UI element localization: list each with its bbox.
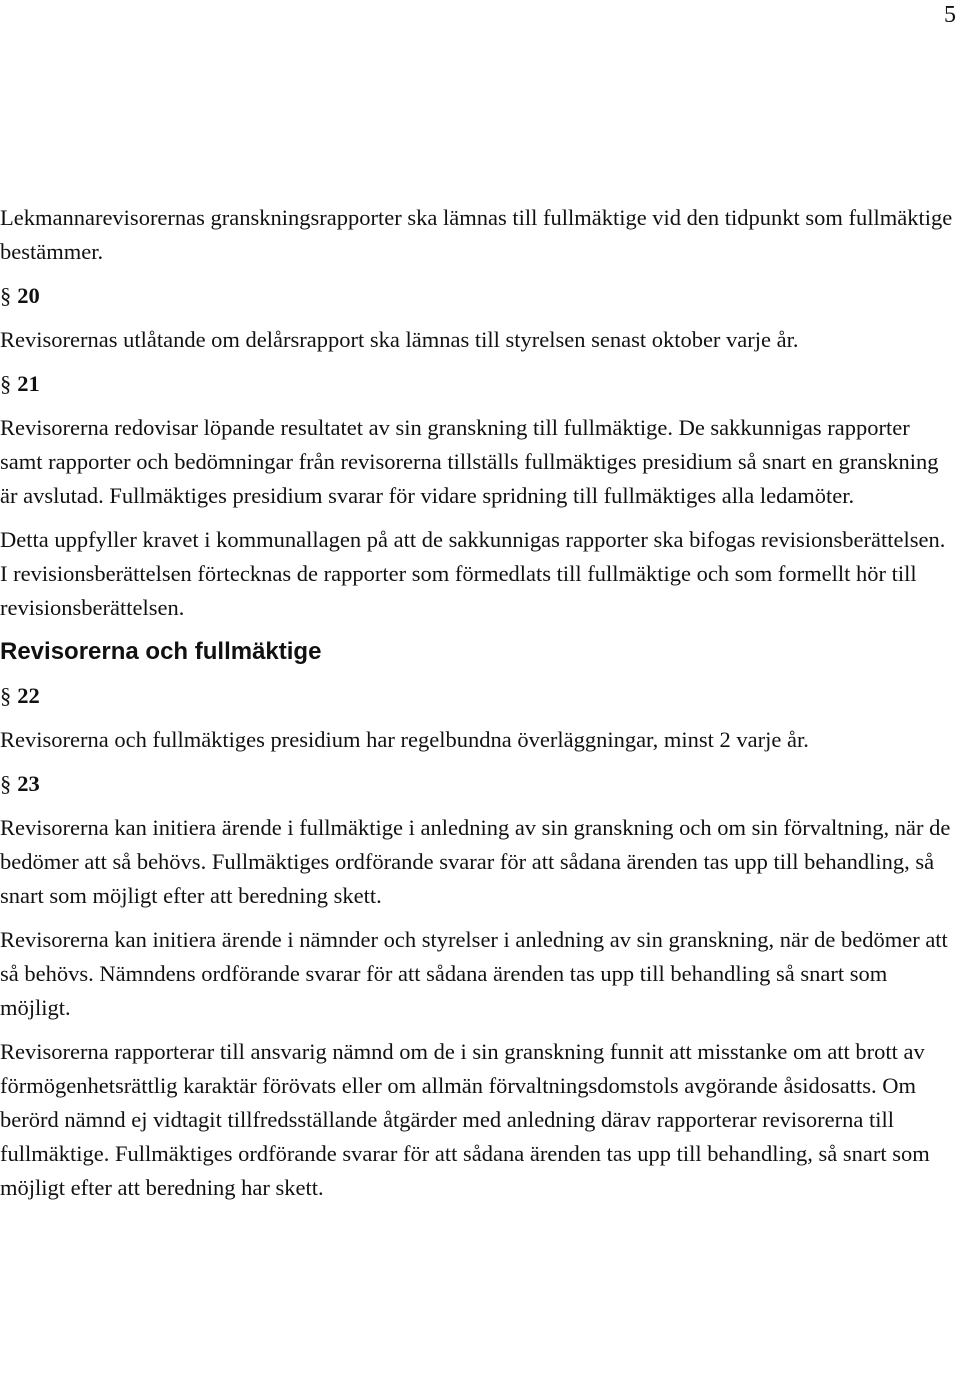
section-heading: Revisorerna och fullmäktige (0, 638, 322, 665)
section-number: 20 (17, 283, 40, 308)
paragraph-lekmannarevisorer: Lekmannarevisorernas granskningsrapporter ska lämnas till fullmäktige vid den tidpunkt som fullmäktige bestämmer. (0, 205, 953, 264)
paragraph-overlaggningar: Revisorerna och fullmäktiges presidium har regelbundna överläggningar, minst 2 varje år. (0, 727, 809, 752)
section-symbol: § (0, 683, 12, 708)
paragraph-delarsrapport: Revisorernas utlåtande om delårsrapport ska lämnas till styrelsen senast oktober varje år. (0, 327, 799, 352)
page-number: 5 (944, 2, 956, 28)
section-symbol: § (0, 283, 12, 308)
paragraph-kommunallagen: Detta uppfyller kravet i kommunallagen på att de sakkunnigas rapporter ska bifogas revisionsberättelsen. I revisionsberättelsen förtecknas de rapporter som förmedlats till fullmäktige och som formellt hör till revisionsberättelsen. (0, 527, 946, 620)
section-number: 22 (17, 683, 40, 708)
paragraph-initiera-fullmaktige: Revisorerna kan initiera ärende i fullmäktige i anledning av sin granskning och om sin förvaltning, när de bedömer att så behövs. Fullmäktiges ordförande svarar för att sådana ärenden tas upp till behandling, så snart som möjligt efter att beredning skett. (0, 815, 951, 908)
section-symbol: § (0, 371, 12, 396)
section-21-marker (0, 367, 956, 401)
paragraph-redovisning: Revisorerna redovisar löpande resultatet av sin granskning till fullmäktige. De sakkunnigas rapporter samt rapporter och bedömningar från revisorerna tillställs fullmäktiges presidium så snart en granskning är avslutad. Fullmäktiges presidium svarar för vidare spridning till fullmäktiges alla ledamöter. (0, 415, 939, 508)
paragraph-initiera-namnder: Revisorerna kan initiera ärende i nämnder och styrelser i anledning av sin granskning, när de bedömer att så behövs. Nämndens ordförande svarar för att sådana ärenden tas upp till behandling så snart som möjligt. (0, 927, 948, 1020)
section-number: 21 (17, 371, 40, 396)
document-body (0, 201, 956, 1205)
section-symbol: § (0, 771, 12, 796)
section-22-marker (0, 679, 956, 713)
section-20-marker (0, 279, 956, 313)
paragraph-rapportering-brott: Revisorerna rapporterar till ansvarig nämnd om de i sin granskning funnit att misstanke om att brott av förmögenhetsrättlig karaktär förövats eller om allmän förvaltningsdomstols avgörande åsidosatts. Om berörd nämnd ej vidtagit tillfredsställande åtgärder med anledning därav rapporterar revisorerna till fullmäktige. Fullmäktiges ordförande svarar för att sådana ärenden tas upp till behandling, så snart som möjligt efter att beredning har skett. (0, 1039, 930, 1200)
section-number: 23 (17, 771, 40, 796)
section-23-marker (0, 767, 956, 801)
